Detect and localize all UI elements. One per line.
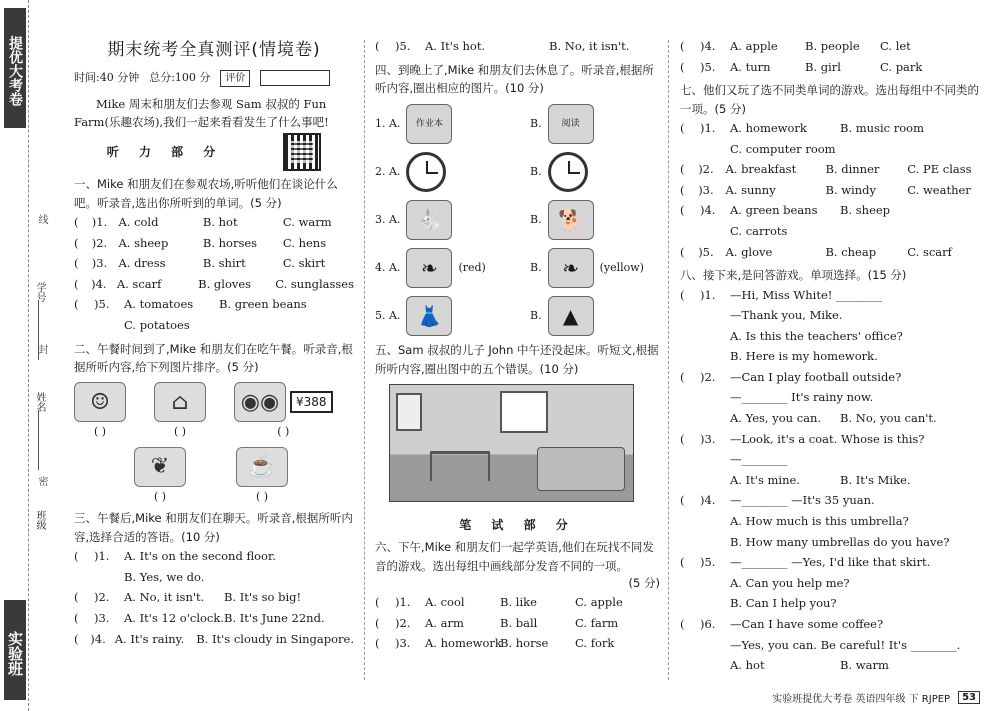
option-row-wrap: [680, 221, 980, 242]
question-text: —Look, it's a coat. Whose is this?: [730, 431, 925, 446]
option-row: [680, 57, 980, 78]
item-number: )2.: [700, 369, 716, 384]
option-a: A. glove: [725, 244, 773, 259]
clock-icon: [406, 152, 446, 192]
answer-paren[interactable]: (: [74, 297, 79, 312]
option-row-wrap: [74, 315, 354, 336]
footer-text: 实验班提优大考卷 英语四年级 下 RJPEP: [772, 694, 951, 705]
sunglasses-icon: ◉◉: [234, 382, 286, 422]
option-row: [74, 629, 354, 650]
item-number: 1. A.: [375, 117, 401, 131]
option-b: B. horses: [202, 235, 258, 250]
answer-paren[interactable]: (: [74, 235, 79, 250]
item-number: )4.: [700, 493, 716, 508]
option-row: [74, 212, 354, 233]
option-b: B. green beans: [219, 297, 307, 312]
item-number: )3.: [94, 610, 110, 625]
option-b: B. No, you can't.: [840, 411, 937, 426]
option-c: C. PE class: [907, 162, 972, 177]
item-number: )5.: [700, 555, 716, 570]
option-row: [375, 633, 660, 654]
option-a: A. sunny: [725, 182, 776, 197]
item-number: B.: [530, 165, 542, 179]
q1-title: 一、Mike 和朋友们在参观农场,听听他们在谈论什么吧。听录音,选出你所听到的单词。(5 分): [74, 177, 338, 210]
intro-row: [74, 87, 354, 132]
answer-paren[interactable]: (: [74, 215, 79, 230]
answer-paren[interactable]: ( ): [277, 425, 290, 439]
option-row: [74, 608, 354, 629]
option-b: B. music room: [840, 120, 924, 135]
answer-paren[interactable]: (: [74, 590, 79, 605]
answer-row: [680, 408, 980, 429]
option-b: B. ball: [500, 615, 538, 630]
q4-2a[interactable]: [375, 151, 530, 193]
question-line: [680, 285, 980, 306]
field-student-id: 学号: [34, 282, 45, 302]
option-a: A. It's 12 o'clock.: [124, 610, 224, 625]
option-row: [74, 253, 354, 274]
option-a: A. It's hot.: [425, 39, 486, 53]
exam-meta: [74, 70, 354, 87]
option-c: C. hens: [282, 235, 327, 250]
item-number: )3.: [698, 182, 714, 197]
q1-options: [74, 212, 354, 336]
rating-label: 评价: [220, 70, 250, 87]
option-b: B. gloves: [198, 276, 252, 291]
question-text: —Thank you, Mike.: [730, 308, 843, 323]
option-a: A. arm: [425, 615, 464, 630]
option-a: A. tomatoes: [124, 297, 194, 312]
answer-paren[interactable]: (: [680, 555, 685, 570]
item-number: )4.: [90, 631, 106, 646]
vegetable-icon: ❦: [134, 447, 186, 487]
question-text: —________: [730, 452, 788, 467]
skirt-icon: ▲: [548, 296, 594, 336]
option-b: B. It's cloudy in Singapore.: [196, 631, 354, 646]
item-number: 3. A.: [375, 213, 401, 227]
q4-title: 四、到晚上了,Mike 和朋友们去休息了。听录音,根据所听内容,圈出相应的图片。(10 分): [375, 62, 654, 95]
q2-picture-house: [154, 382, 206, 441]
q3-options: [74, 546, 354, 649]
option-row: [375, 613, 660, 634]
option-c: C. skirt: [282, 256, 326, 271]
option-b: B. It's June 22nd.: [224, 610, 325, 625]
q2-picture-vegetables: [134, 447, 186, 506]
option-c: C. potatoes: [124, 318, 190, 333]
option-a: A. green beans: [730, 203, 818, 218]
answer-row: [680, 532, 980, 553]
answer-row: [680, 470, 980, 491]
option-row: [74, 274, 354, 295]
option-a: A. Can you help me?: [730, 575, 850, 590]
option-c: C. scarf: [907, 244, 952, 259]
question-line: [680, 635, 980, 656]
item-number: )3.: [395, 636, 411, 651]
option-b: B. like: [500, 595, 537, 610]
color-note: (yellow): [599, 261, 644, 275]
q4-picture-grid: [375, 103, 660, 337]
option-c: C. carrots: [730, 223, 788, 238]
binding-strip: [0, 0, 64, 711]
question-text: —Hi, Miss White! ________: [730, 287, 883, 302]
item-number: )4.: [91, 276, 107, 291]
window-icon[interactable]: [500, 391, 548, 433]
option-a: A. How much is this umbrella?: [730, 514, 909, 529]
option-c: C. let: [880, 39, 911, 53]
answer-paren[interactable]: ( ): [255, 489, 269, 503]
q4-1a[interactable]: [375, 103, 530, 145]
answer-paren[interactable]: (: [375, 595, 380, 610]
answer-paren[interactable]: (: [680, 244, 685, 259]
q4-3b[interactable]: [530, 199, 660, 241]
option-c: C. farm: [575, 615, 619, 630]
q3-row-5: [375, 36, 660, 57]
column-right: [680, 0, 980, 711]
item-number: )2.: [94, 590, 110, 605]
item-number: )2.: [698, 162, 714, 177]
item-number: 4. A.: [375, 261, 401, 275]
item-number: B.: [530, 117, 542, 131]
q6-title: 六、下午,Mike 和朋友们一起学英语,他们在玩找不同发音的游戏。选出每组中画线部分发音不同的一项。: [375, 540, 654, 573]
option-b: B. windy: [825, 182, 877, 197]
drinking-girl-icon: ☕: [236, 447, 288, 487]
option-c: C. warm: [282, 215, 332, 230]
q8-items: [680, 285, 980, 676]
book-tag: 作业本: [415, 118, 443, 129]
q4-5a[interactable]: [375, 295, 530, 337]
option-row-wrap: [680, 139, 980, 160]
option-b: B. It's so big!: [224, 590, 302, 605]
option-row: [74, 546, 354, 567]
q6-points: (5 分): [628, 575, 660, 590]
item-number: )1.: [91, 215, 108, 230]
q3-title: 三、午餐后,Mike 和朋友们在聊天。听录音,根据所听内容,选择合适的答语。(10 分): [74, 511, 353, 544]
answer-paren[interactable]: ( ): [173, 425, 187, 439]
listening-header: [74, 133, 354, 171]
color-note: (red): [458, 261, 486, 275]
q4-1b[interactable]: [530, 103, 660, 145]
question-line: [680, 449, 980, 470]
option-b: B. shirt: [202, 256, 246, 271]
answer-paren[interactable]: (: [680, 431, 685, 446]
field-class: 班级: [34, 510, 45, 530]
answer-row: [680, 346, 980, 367]
qr-code-icon[interactable]: [283, 133, 321, 171]
answer-paren[interactable]: (: [680, 369, 685, 384]
option-a: A. Yes, you can.: [730, 411, 822, 426]
option-b: B. girl: [805, 59, 841, 74]
option-row: [74, 294, 354, 315]
option-b: B. warm: [840, 658, 889, 673]
option-c: C. computer room: [730, 141, 836, 156]
option-a: A. hot: [730, 658, 765, 673]
question-line: [680, 552, 980, 573]
seal-mark: 密: [36, 476, 47, 486]
item-number: )1.: [94, 549, 110, 564]
listening-title: 听 力 部 分: [106, 145, 224, 160]
item-number: B.: [530, 213, 542, 227]
option-a: A. cool: [425, 595, 465, 610]
option-row: [680, 242, 980, 263]
answer-paren[interactable]: (: [74, 610, 79, 625]
answer-paren[interactable]: (: [375, 39, 380, 53]
answer-paren[interactable]: (: [680, 120, 685, 135]
q6-options: [375, 592, 660, 654]
option-c: C. park: [880, 59, 923, 74]
column-divider: [668, 40, 669, 680]
option-b: B. horse: [500, 636, 549, 651]
option-a: A. turn: [730, 59, 771, 74]
question-line: [680, 614, 980, 635]
answer-row: [680, 573, 980, 594]
option-b: B. No, it isn't.: [549, 39, 630, 53]
q2-picture-drinking: [236, 447, 288, 506]
answer-paren[interactable]: (: [375, 615, 380, 630]
answer-paren[interactable]: (: [680, 182, 685, 197]
option-b: B. It's Mike.: [840, 472, 911, 487]
item-number: )4.: [700, 203, 716, 218]
option-a: A. cold: [118, 215, 159, 230]
question-text: —________ —Yes, I'd like that skirt.: [730, 555, 931, 570]
item-number: )1.: [700, 120, 716, 135]
question-line: [680, 367, 980, 388]
item-number: 5. A.: [375, 309, 401, 323]
sunglasses-group: [234, 382, 333, 422]
dress-icon: 👗: [406, 296, 452, 336]
item-number: )3.: [91, 256, 108, 271]
answer-paren[interactable]: (: [680, 162, 685, 177]
q2-pictures: [74, 382, 354, 441]
rabbit-icon: 🐇: [406, 200, 452, 240]
option-c: C. apple: [575, 595, 623, 610]
question-line: [680, 387, 980, 408]
option-a: A. It's on the second floor.: [124, 549, 276, 564]
option-b: B. Can I help you?: [730, 596, 837, 611]
option-b: B. people: [805, 39, 860, 53]
page-title: 期末统考全真测评(情境卷): [107, 40, 321, 60]
question-line: [680, 429, 980, 450]
answer-paren[interactable]: (: [74, 256, 79, 271]
eating-boy-icon: ☺: [74, 382, 126, 422]
table-icon[interactable]: [430, 451, 490, 481]
option-a: A. homework: [730, 120, 807, 135]
option-row: [74, 587, 354, 608]
item-number: )3.: [700, 431, 716, 446]
bedroom-scene[interactable]: [389, 384, 634, 502]
question-text: —________ —It's 35 yuan.: [730, 493, 875, 508]
field-line: [38, 410, 39, 470]
option-a: A. It's mine.: [730, 472, 800, 487]
clock-icon: [548, 152, 588, 192]
q4-4b[interactable]: [530, 247, 660, 289]
column-middle: [375, 0, 660, 711]
answer-paren[interactable]: (: [680, 59, 685, 74]
q4-3a[interactable]: [375, 199, 530, 241]
reading-book-icon: [548, 104, 594, 144]
item-number: )2.: [91, 235, 108, 250]
house-icon: ⌂: [154, 382, 206, 422]
item-number: )5.: [700, 59, 716, 74]
q7-title: 七、他们又玩了选不同类单词的游戏。选出每组中不同类的一项。(5 分): [680, 83, 979, 116]
item-number: )1.: [395, 595, 411, 610]
bed-icon[interactable]: [537, 447, 625, 491]
answer-row: [680, 326, 980, 347]
item-number: )5.: [395, 39, 411, 53]
option-a: A. It's rainy.: [114, 631, 185, 646]
brand-label-bottom: 实验班: [4, 600, 26, 700]
bean-icon: ❧: [406, 248, 452, 288]
option-b: B. sheep: [840, 203, 891, 218]
option-a: A. homework: [425, 636, 502, 651]
option-row: [680, 159, 980, 180]
answer-paren[interactable]: (: [680, 617, 685, 632]
item-number: B.: [530, 309, 542, 323]
option-row: [375, 592, 660, 613]
answer-row: [680, 593, 980, 614]
item-number: )4.: [700, 39, 716, 53]
question-line: [680, 490, 980, 511]
option-a: A. dress: [118, 256, 166, 271]
homework-book-icon: [406, 104, 452, 144]
exam-score: 总分:100 分: [149, 70, 211, 84]
answer-row: [680, 511, 980, 532]
answer-paren[interactable]: (: [375, 636, 380, 651]
question-text: —Can I play football outside?: [730, 369, 902, 384]
bean-icon: ❧: [548, 248, 594, 288]
question-text: —Yes, you can. Be careful! It's ________.: [730, 637, 961, 652]
option-a: A. scarf: [116, 276, 162, 291]
option-b: B. dinner: [825, 162, 880, 177]
item-number: )5.: [698, 244, 714, 259]
question-line: [680, 305, 980, 326]
q7-options: [680, 118, 980, 262]
item-number: )5.: [94, 297, 110, 312]
q8-title: 八、接下来,是问答游戏。单项选择。(15 分): [680, 268, 907, 283]
answer-paren[interactable]: (: [680, 203, 685, 218]
q2-picture-sunglasses: [234, 382, 333, 441]
answer-paren[interactable]: (: [680, 287, 685, 302]
book-tag: 阅读: [561, 118, 580, 129]
item-number: B.: [530, 261, 542, 275]
option-row: [680, 118, 980, 139]
intro-text: Mike 周末和朋友们去参观 Sam 叔叔的 Fun Farm(乐趣农场),我们一起来看看发生了什么事吧!: [74, 96, 329, 129]
answer-paren[interactable]: ( ): [93, 425, 107, 439]
item-number: )1.: [700, 287, 716, 302]
column-left: [74, 0, 354, 711]
option-b: B. How many umbrellas do you have?: [730, 534, 950, 549]
option-a: A. apple: [730, 39, 778, 53]
option-b: B. hot: [202, 215, 238, 230]
answer-paren[interactable]: ( ): [153, 489, 167, 503]
option-b: B. Yes, we do.: [124, 569, 205, 584]
option-row: [74, 233, 354, 254]
item-number: 2. A.: [375, 165, 401, 179]
option-a: A. sheep: [118, 235, 169, 250]
exam-time: 时间:40 分钟: [74, 70, 140, 84]
page-footer: [772, 690, 980, 705]
q4-4a[interactable]: [375, 247, 530, 289]
cut-line: [28, 0, 29, 711]
brand-label-top: 提优大考卷: [4, 8, 26, 128]
q4-2b[interactable]: [530, 151, 660, 193]
item-number: )6.: [700, 617, 716, 632]
question-text: —Can I have some coffee?: [730, 617, 884, 632]
option-a: A. No, it isn't.: [124, 590, 205, 605]
price-tag: ¥388: [290, 391, 333, 413]
answer-paren[interactable]: (: [74, 631, 79, 646]
writing-title: 笔 试 部 分: [459, 518, 576, 533]
q2-title: 二、午餐时间到了,Mike 和朋友们在吃午餐。听录音,根据所听内容,给下列图片排序。(5 分): [74, 341, 353, 375]
picture-frame-icon[interactable]: [396, 393, 422, 431]
answer-row: [680, 655, 980, 676]
option-a: A. breakfast: [725, 162, 797, 177]
answer-paren[interactable]: (: [74, 549, 79, 564]
option-row: [680, 180, 980, 201]
option-row: [680, 36, 980, 57]
q5-title: 五、Sam 叔叔的儿子 John 中午还没起床。听短文,根据所听内容,圈出图中的五个错误。(10 分): [375, 343, 659, 376]
rating-box[interactable]: [260, 70, 330, 86]
seal-mark: 封: [36, 344, 47, 354]
item-number: )2.: [395, 615, 411, 630]
option-c: C. weather: [907, 182, 971, 197]
option-b: B. cheap: [825, 244, 877, 259]
option-c: C. fork: [575, 636, 615, 651]
question-text: —________ It's rainy now.: [730, 390, 874, 405]
option-row-wrap: [74, 567, 354, 588]
seal-mark: 线: [36, 214, 47, 224]
option-c: C. sunglasses: [275, 276, 355, 291]
dog-icon: 🐕: [548, 200, 594, 240]
option-b: B. Here is my homework.: [730, 349, 878, 364]
q4-5b[interactable]: [530, 295, 660, 337]
column-divider: [364, 40, 365, 680]
answer-paren[interactable]: (: [680, 39, 685, 53]
q6-options-continued: [680, 36, 980, 77]
answer-paren[interactable]: (: [74, 276, 79, 291]
page-number: 53: [958, 691, 980, 704]
answer-paren[interactable]: (: [680, 493, 685, 508]
q2-pictures-row2: [74, 447, 354, 506]
q2-picture-eating: [74, 382, 126, 441]
option-row: [680, 200, 980, 221]
option-a: A. Is this the teachers' office?: [730, 328, 903, 343]
field-name: 姓名: [34, 392, 45, 412]
